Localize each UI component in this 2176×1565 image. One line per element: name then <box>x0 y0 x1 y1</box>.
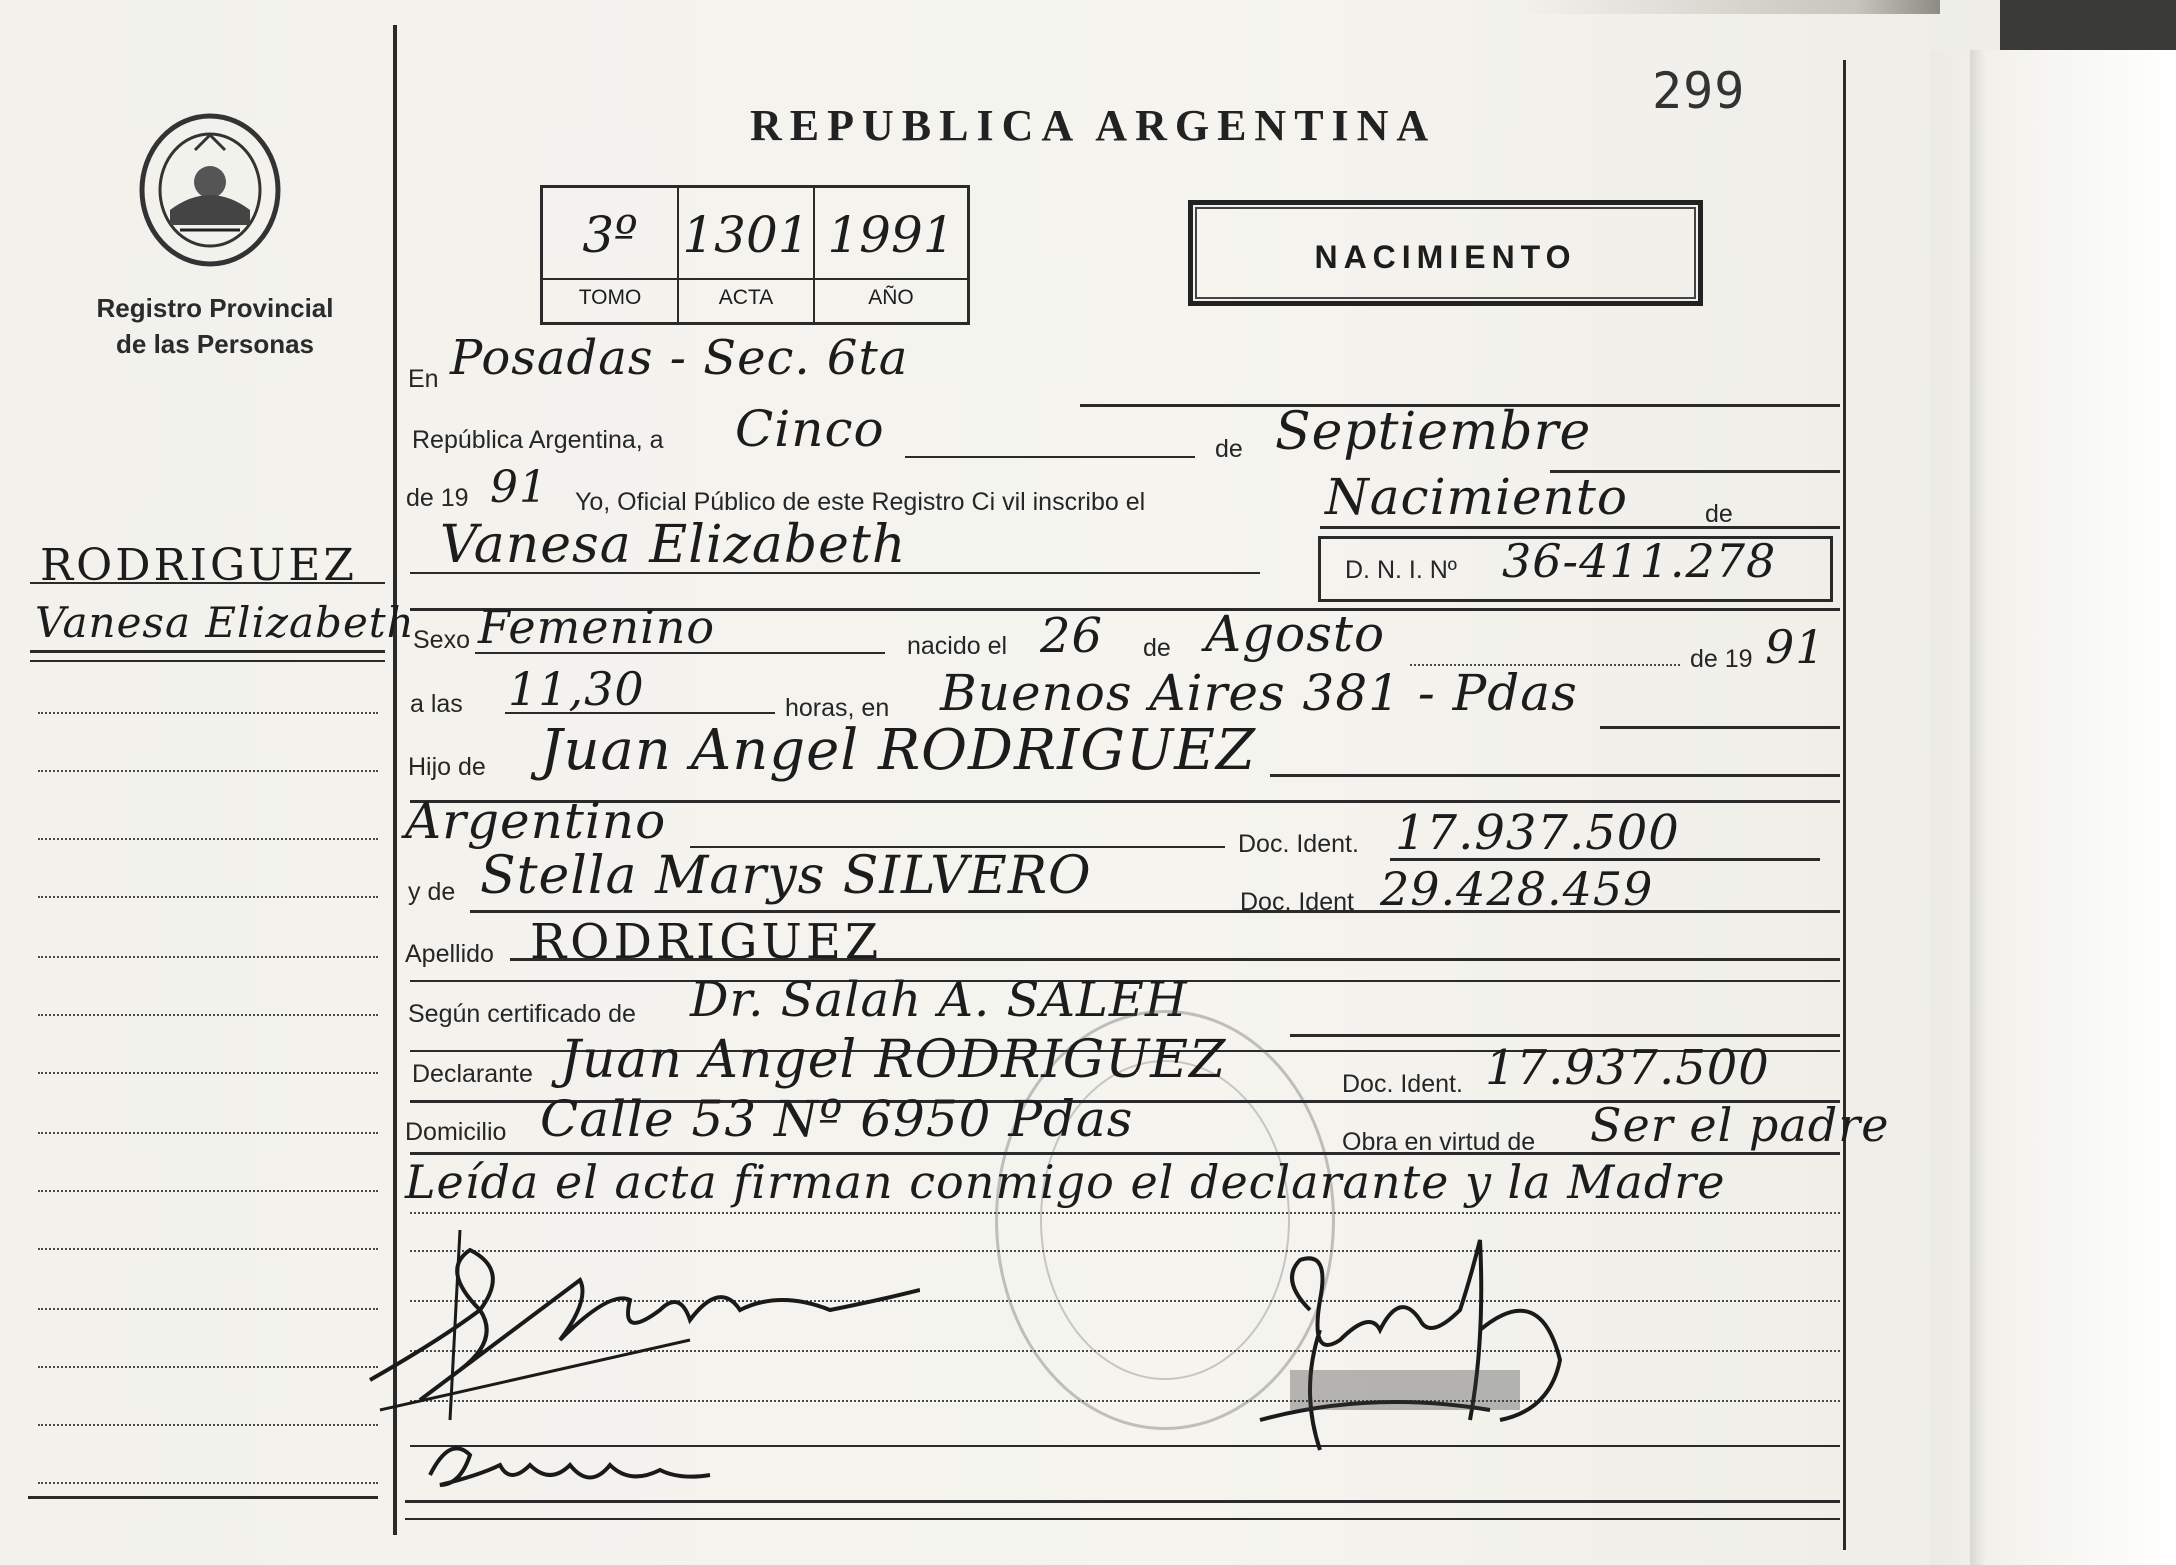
de-label: de <box>1215 435 1243 463</box>
apellido-line <box>510 958 1840 961</box>
tomo-label: TOMO <box>543 278 677 310</box>
closing-text: Leída el acta firman conmigo el declarante y la Madre <box>405 1155 1726 1209</box>
record-box <box>540 185 970 325</box>
mother-signature <box>430 1438 579 1484</box>
acta-cell <box>679 188 815 322</box>
margin-line <box>38 1132 378 1134</box>
margin-line <box>38 956 378 958</box>
birth-place-line <box>1600 726 1840 729</box>
mother-line <box>470 910 1840 913</box>
book-page-edge <box>1930 50 2176 1565</box>
en-label: En <box>408 365 439 393</box>
declarante-label: Declarante <box>412 1060 533 1088</box>
obra-label: Obra en virtud de <box>1342 1128 1536 1156</box>
margin-line <box>38 838 378 840</box>
act-line <box>1320 526 1840 529</box>
acta-label: ACTA <box>679 278 813 310</box>
father-doc-line <box>1390 858 1820 861</box>
birth-time: 11,30 <box>508 662 645 716</box>
right-margin-rule <box>1843 60 1846 1550</box>
domicilio-label: Domicilio <box>405 1118 507 1146</box>
time-underline <box>505 712 775 714</box>
declarante-signature <box>360 1190 920 1430</box>
birth-day: 26 <box>1040 608 1104 664</box>
provincial-crest-icon <box>135 110 285 270</box>
month-value: Septiembre <box>1275 402 1592 462</box>
certificate-line <box>1290 1034 1840 1037</box>
margin-line <box>38 712 378 714</box>
hijo-label: Hijo de <box>408 753 486 781</box>
apellido-value: RODRIGUEZ <box>530 914 883 970</box>
y-de-label: y de <box>408 878 456 906</box>
book-spine <box>1970 50 1986 1565</box>
father-doc: 17.937.500 <box>1395 805 1680 861</box>
father-nationality: Argentino <box>405 792 667 850</box>
place-value: Posadas - Sec. 6ta <box>450 330 909 386</box>
certificate-by: Dr. Salah A. SALEH <box>690 972 1188 1028</box>
dni-label: D. N. I. Nº <box>1345 556 1457 584</box>
yo-oficial-text: Yo, Oficial Público de este Registro Ci vil inscribo el <box>575 488 1146 516</box>
nacido-label: nacido el <box>907 632 1008 660</box>
segun-label: Según certificado de <box>408 1000 636 1028</box>
birth-year-label: de 19 <box>1690 645 1753 673</box>
de-label-3: de <box>1143 634 1171 662</box>
record-type-box <box>1188 200 1703 306</box>
registry-name <box>55 290 375 362</box>
anio-value: 1991 <box>827 206 955 264</box>
tomo-value: 3º <box>582 206 638 264</box>
page-corner-shadow <box>1520 0 1940 14</box>
tomo-cell <box>543 188 679 322</box>
year-suffix: 91 <box>490 462 548 513</box>
record-type-label: NACIMIENTO <box>1314 239 1577 275</box>
margin-underline-3 <box>30 660 385 662</box>
margin-underline-1 <box>30 582 385 584</box>
year-label: de 19 <box>406 484 469 512</box>
birth-year-suffix: 91 <box>1765 620 1826 674</box>
declarante-doc: 17.937.500 <box>1485 1040 1770 1096</box>
act-kind: Nacimiento <box>1325 468 1628 526</box>
margin-bottom-rule <box>28 1496 378 1499</box>
margin-surname: RODRIGUEZ <box>40 540 357 591</box>
margin-line <box>38 1190 378 1192</box>
mother-name: Stella Marys SILVERO <box>480 846 1092 906</box>
margin-line <box>38 1014 378 1016</box>
declarante-value: Juan Angel RODRIGUEZ <box>560 1030 1227 1090</box>
birth-place: Buenos Aires 381 - Pdas <box>940 664 1578 722</box>
margin-underline-2 <box>30 650 385 653</box>
sexo-value: Femenino <box>478 600 716 654</box>
father-name: Juan Angel RODRIGUEZ <box>540 718 1256 783</box>
margin-line <box>38 1482 378 1484</box>
anio-cell <box>815 188 967 322</box>
birth-month: Agosto <box>1205 605 1386 663</box>
republica-label: República Argentina, a <box>412 426 664 454</box>
margin-line <box>38 1424 378 1426</box>
child-name-line <box>410 572 1260 574</box>
doc-ident-label-2: Doc. Ident <box>1240 888 1354 916</box>
mother-doc: 29.428.459 <box>1380 862 1654 916</box>
domicilio-value: Calle 53 Nº 6950 Pdas <box>540 1090 1134 1148</box>
father-name-line <box>1270 774 1840 777</box>
day-line <box>905 456 1195 458</box>
doc-ident-label-3: Doc. Ident. <box>1342 1070 1463 1098</box>
official-signature <box>1220 1220 1580 1500</box>
horas-label: horas, en <box>785 694 890 722</box>
doc-ident-label: Doc. Ident. <box>1238 830 1359 858</box>
de-label-2: de <box>1705 500 1733 528</box>
anio-label: AÑO <box>815 278 967 310</box>
margin-line <box>38 1072 378 1074</box>
registry-line-2: de las Personas <box>116 329 314 359</box>
country-title: REPUBLICA ARGENTINA <box>750 101 1437 150</box>
apellido-label: Apellido <box>405 940 494 968</box>
child-name: Vanesa Elizabeth <box>440 515 907 575</box>
registry-line-1: Registro Provincial <box>96 293 334 323</box>
margin-line <box>38 896 378 898</box>
folio-number: 299 <box>1652 62 1746 120</box>
obra-value: Ser el padre <box>1590 1098 1890 1152</box>
margin-line <box>38 1308 378 1310</box>
margin-line <box>38 1366 378 1368</box>
acta-value: 1301 <box>682 206 810 264</box>
a-las-label: a las <box>410 690 463 718</box>
bottom-rule-2 <box>405 1518 1840 1520</box>
margin-line <box>38 1248 378 1250</box>
dni-value: 36-411.278 <box>1502 534 1777 588</box>
margin-line <box>38 770 378 772</box>
sexo-label: Sexo <box>413 626 470 654</box>
day-words: Cinco <box>735 400 885 458</box>
margin-given-names: Vanesa Elizabeth <box>35 598 415 647</box>
sexo-underline <box>475 652 885 654</box>
